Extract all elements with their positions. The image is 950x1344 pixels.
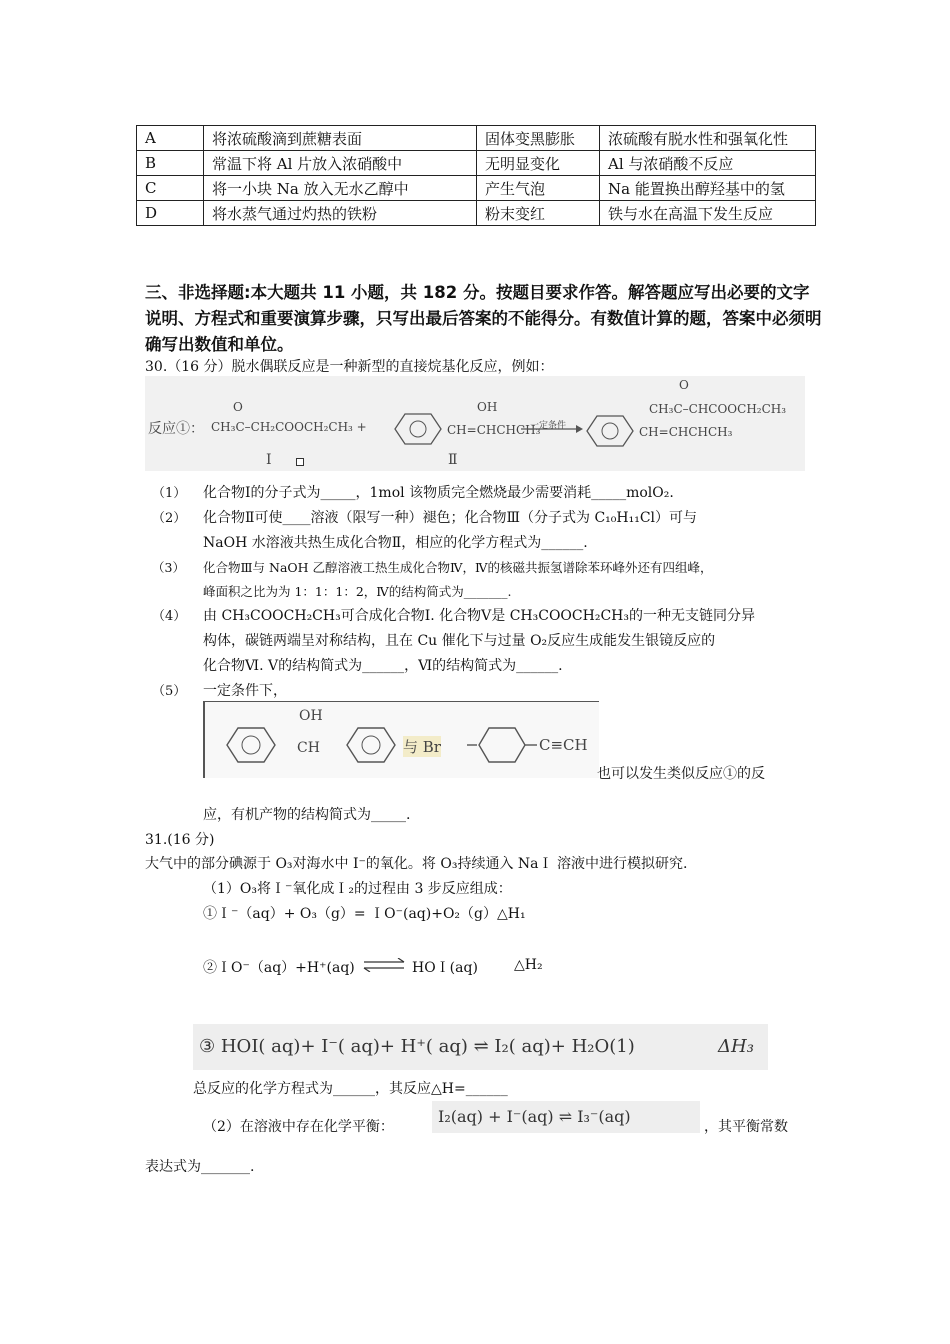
row-phenomenon: 固体变黑膨胀 [477,126,600,151]
row-phenomenon: 无明显变化 [477,151,600,176]
q30-part4-line3: 化合物Ⅵ. Ⅴ的结构简式为______，Ⅵ的结构简式为______. [203,658,563,674]
row-operation: 将浓硫酸滴到蔗糖表面 [204,126,477,151]
equilibrium-arrow-icon [362,958,406,972]
q30-title: 30.（16 分）脱水偶联反应是一种新型的直接烷基化反应，例如： [145,359,554,375]
options-table [136,125,816,226]
reactant1-formula: CH₃C–CH₂COOCH₂CH₃ + [211,420,367,434]
row-label: B [137,151,204,176]
question-number: （4） [152,609,187,624]
q30-part5-after: 也可以发生类似反应①的反 [597,766,765,782]
row-operation: 将水蒸气通过灼热的铁粉 [204,201,477,226]
row-phenomenon: 产生气泡 [477,176,600,201]
q30-part5-line1: 一定条件下， [203,683,287,699]
q30-part5-line2: 应，有机产物的结构简式为_____. [203,807,411,823]
q31-equation2-right: HOＩ(aq) [412,960,478,976]
row-label: C [137,176,204,201]
table-row [137,201,816,226]
part5-reactant-figure [203,701,599,778]
q31-sub1: （1）O₃将Ｉ⁻氧化成Ｉ₂的过程由 3 步反应组成： [203,881,512,897]
q31-intro: 大气中的部分碘源于 O₃对海水中 I⁻的氧化。将 O₃持续通入 NaＩ 溶液中进行模拟研究. [145,856,688,872]
question-number: （1） [152,486,187,501]
equation3-figure [193,1024,768,1070]
figure-alkyne: C≡CH [539,736,588,754]
small-square-mark [296,458,304,466]
figure-ch: CH [297,740,320,756]
row-conclusion: Al 与浓硝酸不反应 [600,151,816,176]
row-conclusion: Na 能置换出醇羟基中的氢 [600,176,816,201]
row-operation: 常温下将 Al 片放入浓硝酸中 [204,151,477,176]
product-formula-top: CH₃C–CHCOOCH₂CH₃ [649,402,787,416]
reaction-condition: 一定条件 [530,421,567,431]
q30-part1-text: 化合物Ⅰ的分子式为_____，1mol 该物质完全燃烧最少需要消耗_____molO₂. [203,485,674,501]
q31-title: 31.(16 分) [145,832,215,848]
row-operation: 将一小块 Na 放入无水乙醇中 [204,176,477,201]
bromophenyl-ring-icon [467,726,537,764]
figure-hydroxyl: OH [299,708,323,724]
benzene-ring-icon [393,412,443,446]
figure-with-br: 与 Br [403,738,441,756]
benzene-ring-icon [225,726,277,764]
section-heading: 三、非选择题:本大题共 11 小题，共 182 分。按题目要求作答。解答题应写出必要的文字说明、方程式和重要演算步骤，只写出最后答案的不能得分。有数值计算的题，答案中必须明确写出数值和单位。 [145,283,822,354]
q31-equation1: ①Ｉ⁻（aq）+ O₃（g）= ＩO⁻(aq)+O₂（g）△H₁ [203,906,526,922]
q30-part2-line1: 化合物Ⅱ可使____溶液（限写一种）褪色；化合物Ⅲ（分子式为 C₁₀H₁₁Cl）可与 [203,510,698,526]
reactant1-oxygen: O [233,400,243,414]
row-label: D [137,201,204,226]
q31-equation2-left: ②ＩO⁻（aq）+H⁺(aq) [203,960,355,976]
product-formula-bottom: CH=CHCHCH₃ [639,425,733,439]
q30-part2-line2: NaOH 水溶液共热生成化合物Ⅱ，相应的化学方程式为______. [203,535,588,551]
q31-sub2-line2: 表达式为_______. [145,1159,255,1175]
second-benzene-ring-icon [345,726,397,764]
question-number: （2） [152,511,187,526]
row-label: A [137,126,204,151]
equilibrium-figure [432,1101,700,1133]
product-oxygen: O [679,378,689,392]
q30-part3-line1: 化合物Ⅲ与 NaOH 乙醇溶液工热生成化合物Ⅳ，Ⅳ的核磁共振氢谱除苯环峰外还有四组峰， [203,560,713,575]
table-row [137,151,816,176]
table-row [137,176,816,201]
question-number: （5） [152,684,187,699]
q30-part4-line1: 由 CH₃COOCH₂CH₃可合成化合物Ⅰ. 化合物Ⅴ是 CH₃COOCH₂CH₃的一种无支链同分异 [203,608,755,624]
q31-equation2-dh: △H₂ [514,957,543,973]
table-row [137,126,816,151]
q31-sub2-end: ，其平衡常数 [704,1119,788,1135]
q30-part3-line2: 峰面积之比为为 1：1：1：2，Ⅳ的结构简式为_______. [203,584,512,599]
row-conclusion: 铁与水在高温下发生反应 [600,201,816,226]
reactant2-formula: CH=CHCHCH₃ [447,423,541,437]
reaction-label: 反应①： [148,421,204,437]
product-benzene-ring-icon [585,414,635,448]
reactant2-tag: Ⅱ [448,452,458,468]
reaction-arrow-icon [521,424,583,434]
equation3-dh: ΔH₃ [718,1036,754,1057]
q31-total: 总反应的化学方程式为______，其反应△H=______ [193,1081,508,1097]
q30-part4-line2: 构体，碳链两端呈对称结构，且在 Cu 催化下与过量 O₂反应生成能发生银镜反应的 [203,633,716,649]
row-phenomenon: 粉末变红 [477,201,600,226]
equilibrium-equation: I₂(aq) + I⁻(aq) ⇌ I₃⁻(aq) [438,1107,631,1126]
question-number: （3） [152,560,185,575]
row-conclusion: 浓硫酸有脱水性和强氧化性 [600,126,816,151]
reactant2-hydroxyl: OH [477,400,498,414]
reactant1-tag: Ⅰ [266,452,272,468]
reaction-1-figure [145,376,805,471]
equation3-text: ③ HOI( aq)+ I⁻( aq)+ H⁺( aq) ⇌ I₂( aq)+ H₂O(1) [199,1036,635,1057]
q31-sub2-start: （2）在溶液中存在化学平衡： [203,1119,394,1135]
